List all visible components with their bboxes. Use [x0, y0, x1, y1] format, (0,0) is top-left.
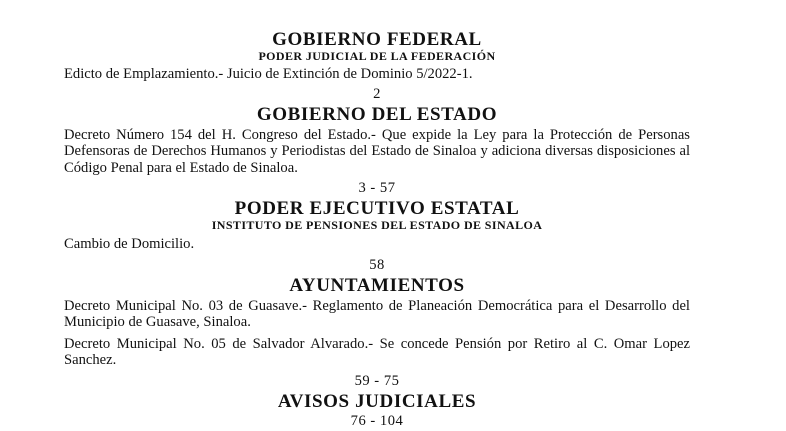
entry-text: Decreto Municipal No. 03 de Guasave.- Reglamento de Planeación Democrática para el Desarrollo del Municipio de Guasave, Sinaloa.	[64, 297, 690, 330]
section-heading: AYUNTAMIENTOS	[289, 274, 465, 296]
section-gobierno-estado	[64, 105, 690, 197]
entry-text: Decreto Número 154 del H. Congreso del Estado.- Que expide la Ley para la Protección de Personas Defensoras de Derechos Humanos y Periodistas del Estado de Sinaloa y adiciona diversas disposiciones al Código Penal para el Estado de Sinaloa.	[64, 126, 690, 176]
section-gobierno-federal	[64, 0, 690, 102]
page-range: 3 - 57	[358, 180, 396, 196]
section-poder-ejecutivo	[64, 199, 690, 273]
section-heading: PODER EJECUTIVO ESTATAL	[234, 198, 520, 219]
entry-text: Cambio de Domicilio.	[64, 236, 195, 252]
section-heading: AVISOS JUDICIALES	[277, 390, 477, 412]
section-subheading: INSTITUTO DE PENSIONES DEL ESTADO DE SINALOA	[211, 218, 543, 232]
page-range: 58	[369, 256, 385, 273]
section-avisos-judiciales	[64, 392, 690, 429]
section-heading: GOBIERNO FEDERAL	[272, 29, 482, 50]
page-range: 76 - 104	[350, 412, 404, 429]
section-heading: GOBIERNO DEL ESTADO	[256, 103, 498, 125]
section-ayuntamientos	[64, 276, 690, 389]
section-subheading: PODER JUDICIAL DE LA FEDERACIÓN	[258, 49, 496, 63]
entry-text: Decreto Municipal No. 05 de Salvador Alvarado.- Se concede Pensión por Retiro al C. Omar Lopez Sanchez.	[64, 335, 690, 368]
page-range: 59 - 75	[354, 372, 400, 389]
entry-text: Edicto de Emplazamiento.- Juicio de Extinción de Dominio 5/2022-1.	[64, 66, 473, 82]
page-range: 2	[373, 85, 381, 102]
